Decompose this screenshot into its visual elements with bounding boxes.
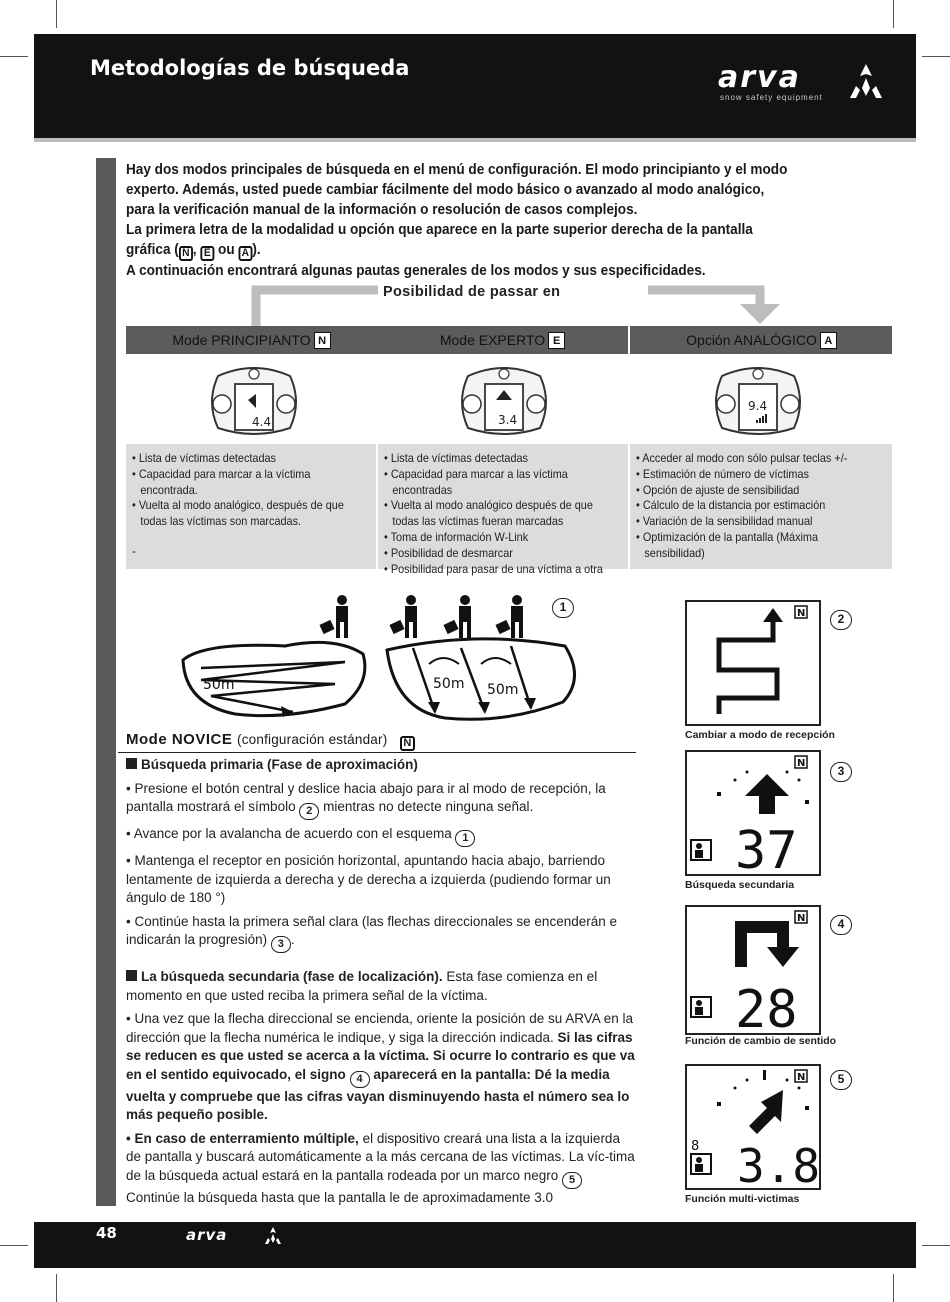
divider (118, 752, 636, 753)
intro-paragraph: A continuación encontrará algunas pautas generales de los modos y sus especificidades. (126, 263, 706, 279)
screen-multi-victim (685, 1064, 821, 1190)
svg-text:3.8: 3.8 (737, 1139, 819, 1188)
features-analogico (630, 444, 892, 569)
screen-secondary-search (685, 750, 821, 876)
crop-mark (893, 1274, 894, 1302)
svg-text:8: 8 (691, 1139, 700, 1154)
paragraph: • Presione el botón central y deslice hacia abajo para ir al modo de recepción, la pantalla mostrará el símbolo 2 mientras no detecte ninguna señal. (126, 780, 636, 821)
direction-arrow-icon (687, 752, 819, 874)
key-n-icon: N (315, 333, 330, 348)
paragraph: • En caso de enterramiento múltiple, el dispositivo creará una lista a la izquierda de pantalla y buscará automáticamente a la más cercana de las víctimas. La víc-tima de la búsqueda actual estará en la pantalla rodeada por un marco negro 5 Continúe la búsqueda hasta que la pantalla le de aproximadamente 3.0 (126, 1130, 635, 1205)
svg-text:50m: 50m (487, 682, 519, 698)
brand-logo: arva (718, 60, 801, 95)
crop-mark (0, 1245, 28, 1246)
key-n-icon: N (179, 246, 193, 261)
list-item: • Capacidad para marcar a la víctima encontrada. (132, 467, 311, 497)
features-principiante (126, 444, 376, 569)
svg-text:9.4: 9.4 (748, 399, 768, 413)
primary-search (126, 756, 636, 958)
device-principiante-icon (204, 362, 304, 438)
screen-receive-mode (685, 600, 821, 726)
svg-text:50m: 50m (203, 677, 235, 693)
screen-number: 2 (830, 610, 852, 630)
key-e-icon: E (200, 246, 214, 261)
key-a-icon: A (238, 246, 252, 261)
crop-mark (922, 56, 950, 57)
key-a-icon: A (821, 333, 836, 348)
svg-text:N: N (797, 1072, 806, 1083)
brand-tagline: snow safety equipment (720, 93, 823, 102)
secondary-search (126, 968, 636, 1212)
paragraph: • Mantenga el receptor en posición horizontal, apuntando hacia abajo, barriendo lentamente de izquierda a derecha y de derecha a izquierda (pudiendo formar un ángulo de 180 °) (126, 853, 611, 905)
section-title: Búsqueda primaria (Fase de aproximación) (126, 756, 636, 775)
device-experto-icon (454, 362, 554, 438)
svg-text:4.4: 4.4 (252, 415, 272, 429)
svg-text:28: 28 (735, 980, 798, 1033)
crop-mark (922, 1245, 950, 1246)
screen-direction-change (685, 905, 821, 1035)
svg-text:N: N (797, 913, 806, 924)
list-item: • Optimización de la pantalla (Máxima sensibilidad) (636, 530, 819, 560)
list-item: • Posibilidad de desmarcar (384, 546, 513, 560)
intro-paragraph: Hay dos modos principales de búsqueda en el menú de configuración. El modo principianto y el modo experto. Además, usted puede cambiar fácilmente del modo básico o avanzado al modo analógico, para la verificación manual de la información o resolución de casos complejos. (126, 162, 788, 218)
screen-caption: Función de cambio de sentido (685, 1035, 837, 1047)
screen-number: 3 (830, 762, 852, 782)
crop-mark (56, 1274, 57, 1302)
list-item: • Vuelta al modo analógico después de que todas las víctimas fueran marcadas (384, 499, 593, 529)
list-item: • Lista de víctimas detectadas (132, 452, 276, 465)
search-pattern-diagram (175, 592, 595, 727)
intro-text (126, 160, 796, 281)
svg-text:N: N (797, 758, 806, 769)
features-extra: - (132, 545, 136, 558)
brand-star-icon (846, 62, 886, 102)
paragraph: • Continúe hasta la primera señal clara (las flechas direccionales se encenderán e indicarán la progresión) 3 . (126, 913, 636, 954)
screen-caption: Búsqueda secundaria (685, 879, 795, 891)
mode-header-analogico: Opción ANALÓGICO A (630, 326, 892, 354)
list-item: • Opción de ajuste de sensibilidad (636, 483, 800, 497)
list-item: • Capacidad para marcar a las víctima encontradas (384, 467, 568, 497)
device-analogico-icon (708, 362, 808, 438)
paragraph: • Una vez que la flecha direccional se encienda, oriente la posición de su ARVA en la dirección que la flecha numérica le indique, y siga la dirección indicada. Si las cifras se reducen es que usted se acerca a la víctima. Si ocurre lo contrario es que va en el sentido equivocado, el signo 4 aparecerá en la pantalla: Dé la media vuelta y compruebe que las cifras vayan disminuyendo hasta el número sea lo más pequeño posible. (126, 1011, 635, 1122)
list-item: • Cálculo de la distancia por estimación (636, 499, 826, 513)
key-e-icon: E (549, 333, 564, 348)
novice-title: Mode NOVICE (configuración estándar) N (126, 731, 415, 751)
intro-paragraph: La primera letra de la modalidad u opción que aparece en la parte superior derecha de la pantalla gráfica ( N , E ou A ). (126, 222, 753, 259)
list-item: • Toma de información W-Link (384, 530, 529, 544)
search-path-icon (687, 602, 819, 724)
list-item: • Estimación de número de víctimas (636, 467, 809, 481)
side-accent-bar (96, 158, 116, 1206)
switch-label: Posibilidad de passar en (383, 284, 561, 300)
screen-caption: Cambiar a modo de recepción (685, 729, 835, 741)
list-item: • Acceder al modo con sólo pulsar teclas +/- (636, 452, 848, 465)
multi-victim-arrow-icon (687, 1066, 819, 1188)
screen-number: 4 (830, 915, 852, 935)
list-item: • Variación de la sensibilidad manual (636, 515, 813, 529)
diagram-number: 1 (552, 598, 574, 618)
page-title: Metodologías de búsqueda (90, 56, 410, 80)
page-number: 48 (96, 1224, 117, 1242)
header-shadow (34, 138, 916, 146)
svg-text:37: 37 (735, 821, 798, 874)
crop-mark (56, 0, 57, 28)
footer-bar (34, 1222, 916, 1268)
svg-text:N: N (797, 608, 806, 619)
screen-number: 5 (830, 1070, 852, 1090)
device-row (126, 354, 892, 444)
paragraph: La búsqueda secundaria (fase de localización). Esta fase comienza en el momento en que usted reciba la primera señal de la víctima. (126, 969, 598, 1003)
footer-logo: arva (186, 1226, 228, 1244)
key-n-icon: N (400, 736, 415, 751)
svg-text:3.4: 3.4 (498, 413, 518, 427)
svg-text:50m: 50m (433, 676, 465, 692)
list-item: • Lista de víctimas detectadas (384, 452, 528, 465)
crop-mark (893, 0, 894, 28)
mode-header-experto: Mode EXPERTO E (376, 326, 628, 354)
column-divider (628, 326, 630, 569)
paragraph: • Avance por la avalancha de acuerdo con el esquema 1 (126, 825, 636, 847)
crop-mark (0, 56, 28, 57)
footer-star-icon (262, 1226, 284, 1246)
features-experto (378, 444, 628, 576)
list-item: • Posibilidad para pasar de una víctima a otra (384, 562, 603, 576)
u-turn-arrow-icon (687, 907, 819, 1033)
screen-caption: Función multi-victimas (685, 1193, 800, 1205)
list-item: • Vuelta al modo analógico, después de que todas las víctimas son marcadas. (132, 499, 344, 529)
mode-header-principiante: Mode PRINCIPIANTO N (126, 326, 376, 354)
